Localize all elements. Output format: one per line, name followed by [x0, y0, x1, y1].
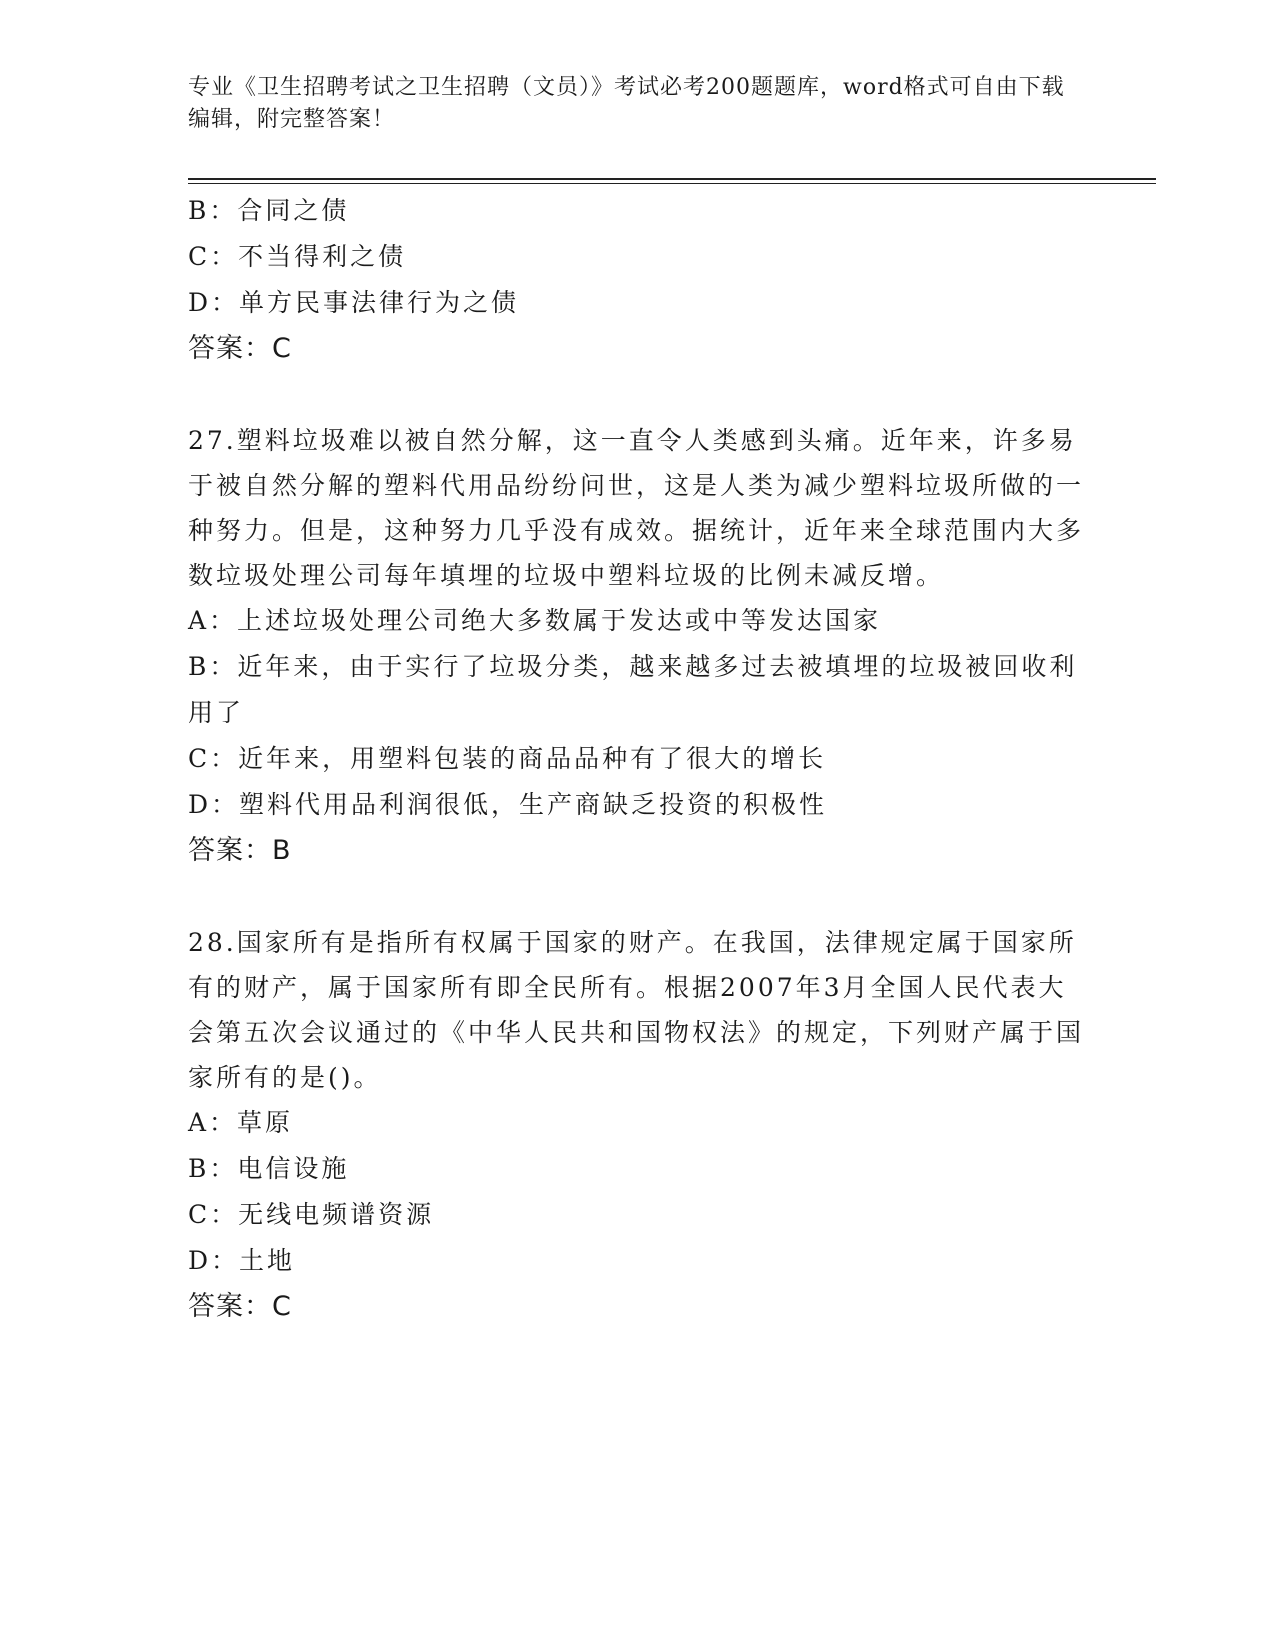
answer: 答案：B [188, 835, 292, 866]
option-d: D：土地 [188, 1246, 296, 1275]
option-c: C：无线电频谱资源 [188, 1200, 435, 1229]
question-stem: 28.国家所有是指所有权属于国家的财产。在我国，法律规定属于国家所有的财产，属于国家所有即全民所有。根据2007年3月全国人民代表大会第五次会议通过的《中华人民共和国物权法》的规定，下列财产属于国家所有的是()。 [188, 928, 1085, 1092]
answer: 答案：C [188, 1291, 292, 1322]
question-27 [188, 418, 1088, 874]
question-content [188, 188, 1088, 1330]
header-rule-thick [188, 178, 1156, 180]
option-b: B：近年来，由于实行了垃圾分类，越来越多过去被填埋的垃圾被回收利用了 [188, 652, 1078, 727]
header-rule-thin [188, 183, 1156, 184]
option-a: A：草原 [188, 1108, 294, 1137]
question-26-tail [188, 188, 1088, 372]
option-c: C：近年来，用塑料包装的商品品种有了很大的增长 [188, 744, 827, 773]
document-header: 专业《卫生招聘考试之卫生招聘（文员）》考试必考200题题库，word格式可自由下载编辑，附完整答案！ [188, 75, 1065, 132]
option-b: B：电信设施 [188, 1154, 350, 1183]
option-a: A：上述垃圾处理公司绝大多数属于发达或中等发达国家 [188, 606, 882, 635]
option-c: C：不当得利之债 [188, 242, 407, 271]
option-d: D：单方民事法律行为之债 [188, 288, 520, 317]
option-b: B：合同之债 [188, 196, 350, 225]
question-28 [188, 920, 1088, 1330]
answer: 答案：C [188, 333, 292, 364]
question-stem: 27.塑料垃圾难以被自然分解，这一直令人类感到头痛。近年来，许多易于被自然分解的塑料代用品纷纷问世，这是人类为减少塑料垃圾所做的一种努力。但是，这种努力几乎没有成效。据统计，近年来全球范围内大多数垃圾处理公司每年填埋的垃圾中塑料垃圾的比例未减反增。 [188, 426, 1085, 590]
option-d: D：塑料代用品利润很低，生产商缺乏投资的积极性 [188, 790, 828, 819]
